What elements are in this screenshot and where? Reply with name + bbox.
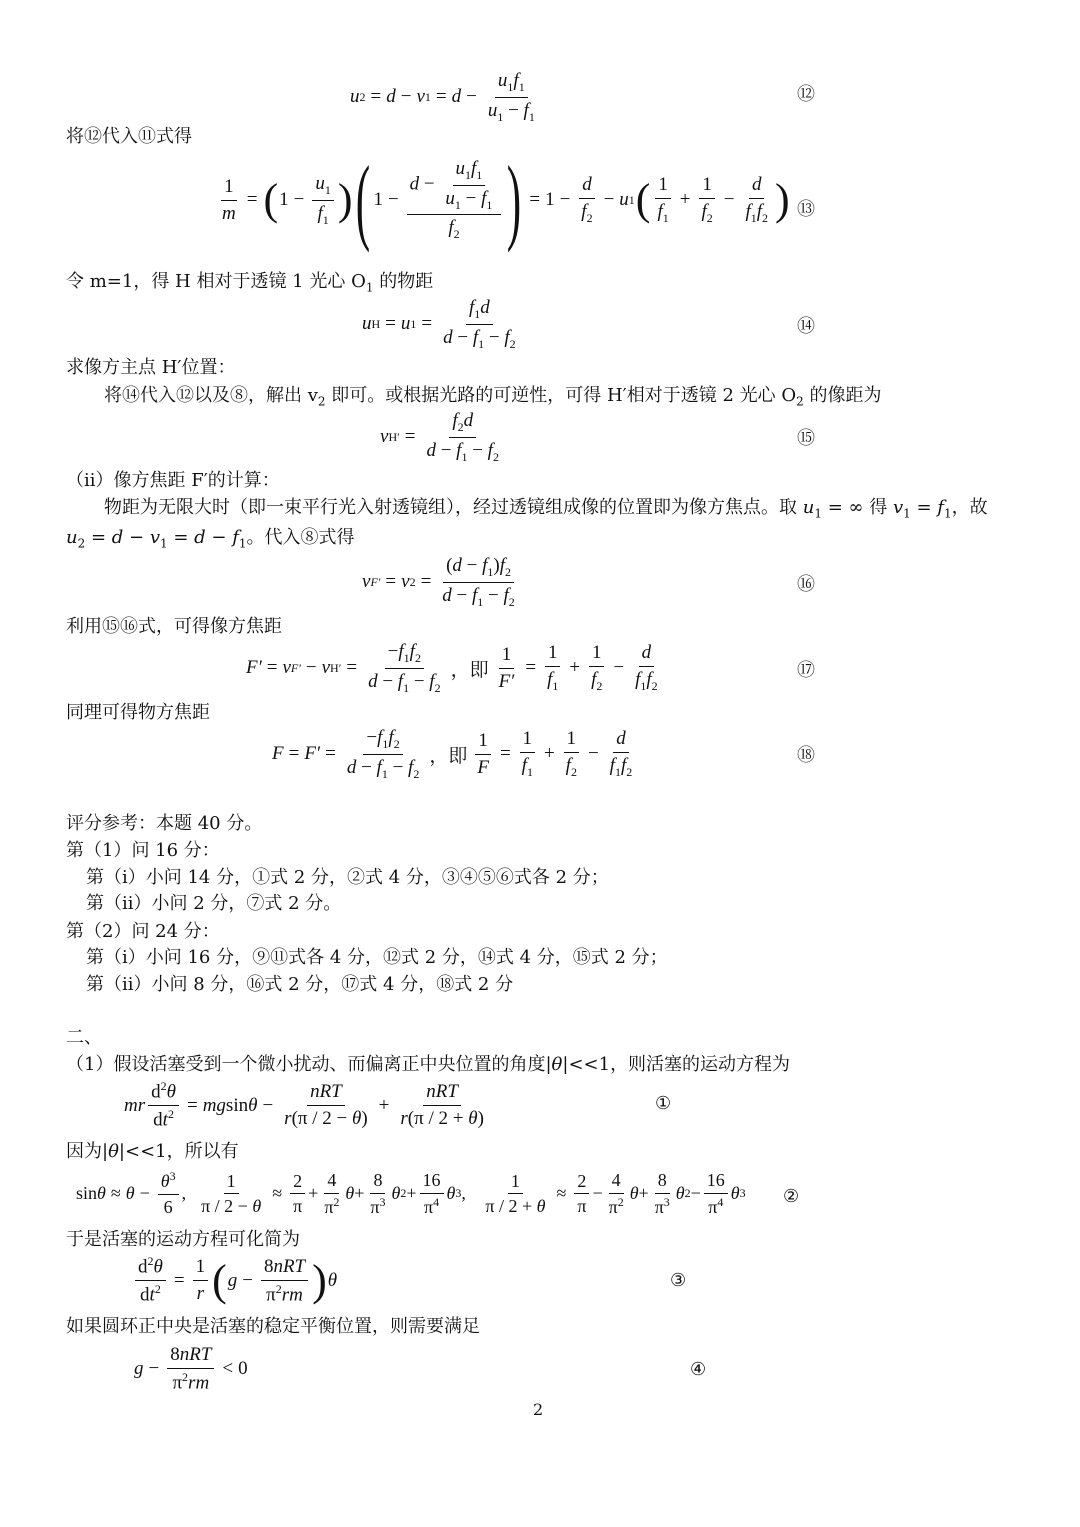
equation-tag-18: ⑱ <box>797 745 815 766</box>
text-score-total: 评分参考：本题 40 分。 <box>66 813 263 834</box>
equation-tag-14: ⑭ <box>797 316 815 337</box>
text-score-q2-i: 第（i）小问 16 分，⑨⑪式各 4 分，⑫式 2 分，⑭式 4 分，⑮式 2 分； <box>86 947 668 968</box>
text-score-q1-ii: 第（ii）小问 2 分，⑦式 2 分。 <box>86 893 342 914</box>
equation-tag-16: ⑯ <box>797 574 815 595</box>
text-substitute-12-11: 将⑫代入⑪式得 <box>66 126 192 147</box>
text-let-m: 令 m=1，得 H 相对于透镜 1 光心 $O_1$ 的物距 <box>66 271 434 295</box>
equation-13: $\frac{1}{m}$ = ( 1 − $\frac{u_1}{f_1}$ ) ( 1 − d − $\frac{u_1f_1}{u_1 - f_1}$ $f_2$ ) = 1 − $\frac{d}{f_2}$ − u 1 ( $\frac{1}{f_1}$ + $\frac{1}{f_2}$ − $\frac{d}{f_1f_2}$ ) <box>222 146 790 253</box>
equation-14: u H = u 1 = $\frac{f_1d}{d - f_1 - f_2}$ <box>362 297 516 351</box>
equation-tag-c3: ③ <box>670 1270 687 1291</box>
text-stable-condition: 如果圆环正中央是活塞的稳定平衡位置，则需要满足 <box>66 1316 480 1337</box>
equation-tag-c2: ② <box>783 1186 800 1207</box>
equation-tag-13: ⑬ <box>797 199 815 220</box>
text-image-focal-heading: （ii）像方焦距 F′的计算： <box>66 470 280 491</box>
equation-c3: $\frac{d^2\theta}{dt^2}$ = $\frac{1}{r}$ ( g − $\frac{\text{8nRT}}{\pi^2rm}$ ) θ <box>132 1255 337 1306</box>
text-score-q1: 第（1）问 16 分： <box>66 840 220 861</box>
equation-tag-15: ⑮ <box>797 428 815 449</box>
text-score-q2: 第（2）问 24 分： <box>66 921 220 942</box>
text-same-object-focal: 同理可得物方焦距 <box>66 702 210 723</box>
text-score-q2-ii: 第（ii）小问 8 分，⑯式 2 分，⑰式 4 分，⑱式 2 分 <box>86 974 514 995</box>
equation-15: v H′ = $\frac{f_2d}{d - f_1 - f_2}$ <box>380 410 499 464</box>
equation-12: u 2 = d − v 1 = d − $\frac{u_1f_1}{u_1 - f_1}$ <box>350 70 535 124</box>
text-infinite-object: 物距为无限大时（即一束平行光入射透镜组），经过透镜组成像的位置即为像方焦点。取 $u_1$ = ∞ 得 $v_1 = f_1$，故 <box>104 497 988 521</box>
equation-c1: mr $\frac{d^2\theta}{dt^2}$ = mg sin θ − $\frac{\text{nRT}}{r(\pi / 2 - \theta)}$ + $\frac{\text{nRT}}{r(\pi / 2 + \theta)}$ <box>124 1079 484 1131</box>
page-number: 2 <box>533 1400 544 1419</box>
equation-tag-12: ⑫ <box>797 84 815 105</box>
equation-tag-c1: ① <box>655 1093 672 1114</box>
equation-17: F′ = v F′ − v H′ = $\frac{-f_1f_2}{d - f_1 - f_2}$ ，即 $\frac{1}{F'}$ = $\frac{1}{f_1}$ + $\frac{1}{f_2}$ − $\frac{d}{f_1f_2}$ <box>246 641 658 695</box>
text-because: 因为|θ|<<1，所以有 <box>66 1141 239 1162</box>
equation-c2: sin θ ≈ θ − $\frac{\theta^3}{6}$ , $\frac{1}{\pi / 2 - \theta}$ ≈ $\frac{2}{\pi}$ + $\frac{4}{\pi^2}$ θ + $\frac{8}{\pi^3}$ θ 2 + $\frac{16}{\pi^4}$ θ 3 , $\frac{1}{\pi / 2 + \theta}$ ≈ $\frac{2}{\pi}$ − $\frac{4}{\pi^2}$ θ + $\frac{8}{\pi^3}$ θ 2 − $\frac{16}{\pi^4}$ θ 3 <box>76 1169 746 1217</box>
text-simplify: 于是活塞的运动方程可化简为 <box>66 1229 300 1250</box>
equation-tag-c4: ④ <box>690 1359 707 1380</box>
text-find-H: 求像方主点 H′位置： <box>66 357 236 378</box>
text-substitute-14: 将⑭代入⑫以及⑧，解出 $v_2$ 即可。或根据光路的可逆性，可得 H′相对于透镜 2 光心 $O_2$ 的像距为 <box>104 385 882 409</box>
text-use-15-16: 利用⑮⑯式，可得像方焦距 <box>66 616 282 637</box>
equation-tag-17: ⑰ <box>797 660 815 681</box>
text-part-1-intro: （1）假设活塞受到一个微小扰动、而偏离正中央位置的角度|θ|<<1，则活塞的运动方程为 <box>66 1054 791 1075</box>
equation-16: v F′ = v 2 = $\frac{(d - f_1)f_2}{d - f_1 - f_2}$ <box>362 555 515 609</box>
section-heading-two: 二、 <box>66 1027 102 1048</box>
text-u2-relation: $u_2 = d - v_1 = d - f_1$。代入⑧式得 <box>66 527 355 551</box>
text-score-q1-i: 第（i）小问 14 分，①式 2 分，②式 4 分，③④⑤⑥式各 2 分； <box>86 867 609 888</box>
equation-c4: g − $\frac{\text{8nRT}}{\pi^2rm}$ < 0 <box>134 1344 248 1394</box>
equation-18: F = F′ = $\frac{-f_1f_2}{d - f_1 - f_2}$ ，即 $\frac{1}{F}$ = $\frac{1}{f_1}$ + $\frac{1}{f_2}$ − $\frac{d}{f_1f_2}$ <box>272 727 633 781</box>
